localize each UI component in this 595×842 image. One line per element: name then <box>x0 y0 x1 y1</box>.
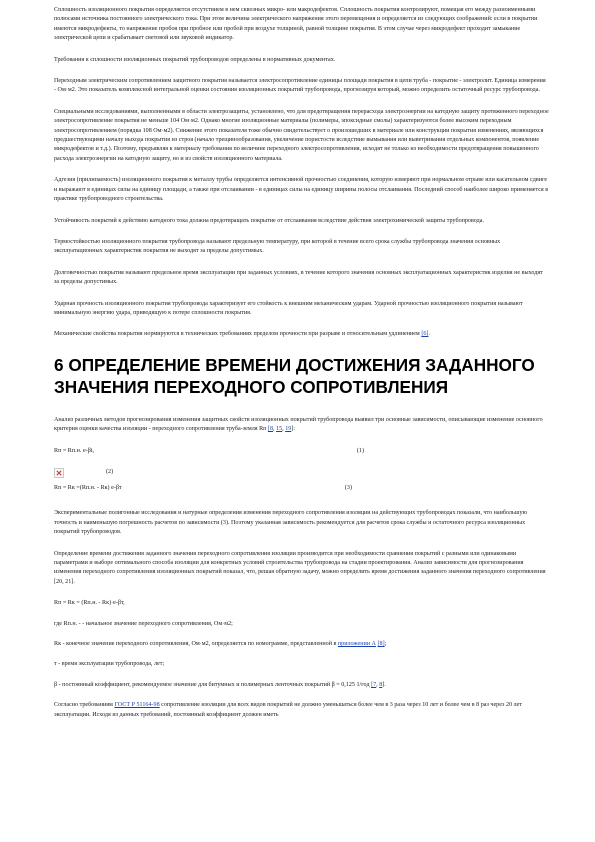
beta-tail: ]. <box>382 681 386 688</box>
formula-1 <box>54 447 364 456</box>
reference-link-19[interactable]: 19 <box>285 426 292 433</box>
mechanical-text: Механические свойства покрытия нормируются в технических требованиях пределом прочности при разрыве и относительным удлинением <box>54 331 422 338</box>
reference-link-8b[interactable]: [8] <box>377 641 385 648</box>
formula-4: Rп = Rк = (Rп.н. - Rк)·e-βт, <box>54 600 125 607</box>
beta-separator: , <box>376 681 380 688</box>
paragraph-adhesion: Адгезия (прилипаемость) изоляционного покрытия к металлу трубы определяется интенсивной прочностью соединения, которую измеряют при нормальном отрыве или касательном сдвиге и выражают в единицах силы на единицу площади, а также при отслаивании - в единицах силы на единицу ширины полосы отслаивания. Последний способ наиболее широко применяется в практике трубопроводного строительства. <box>54 177 549 203</box>
paragraph-gost <box>54 701 549 720</box>
paragraph-mechanical-properties <box>54 330 549 339</box>
paragraph-continuity: Сплошность изоляционного покрытия определяется отсутствием в нем сквозных микро- или макродефектов. Сплошность покрытия контролируют, помещая его между разноименными полюсами источника постоянного электрического тока. При этом величина электрического напряжения этого перемещения и определяется из следующих соображений: если в покрытии имеются микродефекты, то напряжение пробоя при пробное или пробой при воздухе толщиной, равной толщине покрытия. В этом случае через микродефект проходит замыкание электрической цепи и срабатывает световой или звуковой индикатор. <box>54 7 538 42</box>
section-heading: 6 ОПРЕДЕЛЕНИЕ ВРЕМЕНИ ДОСТИЖЕНИЯ ЗАДАННОГО ЗНАЧЕНИЯ ПЕРЕХОДНОГО СОПРОТИВЛЕНИЯ <box>54 354 535 397</box>
paragraph-continuity-requirements: Требования к сплошности изоляционных покрытий трубопроводов определены в нормативных документах. <box>54 56 336 63</box>
reference-link-7[interactable]: [7 <box>371 681 377 688</box>
formula-1-expression: Rп = Rп.н. e-βt, <box>54 447 95 454</box>
beta-text: β - постоянный коэффициент, рекомендуемое значение для битумных и полимерных ленточных покрытий β = 0,125 1/год <box>54 681 372 688</box>
paragraph-cathodic-resistance: Устойчивость покрытий к действию катодного тока должна предотвращать покрытие от отслаивания вследствие действия электрохимической защиты трубопровода. <box>54 217 485 224</box>
definition-operation-time: т - время эксплуатации трубопровода, лет; <box>54 661 165 668</box>
reference-link-6[interactable]: [6] <box>421 331 429 338</box>
definition-initial-resistance: где Rп.н. - - начальное значение переходного сопротивления, Ом·м2; <box>54 620 233 627</box>
paragraph-time-determination: Определение времени достижения заданного значения переходного сопротивления изоляции производится при необходимости сравнения покрытий с разными или одинаковыми параметрами и выборе оптимального способа изоляции для конкретных условий строительства трубопровода на стадии проектирования. Анализ зависимости для прогнозирования изменения переходного сопротивления изоляционных покрытий показал, что, решая обратную задачу, можно определить время достижения заданного значения переходного сопротивления [20, 21]. <box>54 550 546 585</box>
paragraph-heat-resistance: Термостойкостью изоляционного покрытия трубопровода называют предельную температуру, при которой в течение всего срока службы трубопровода значения основных эксплуатационных характеристик покрытия не выходят за пределы допустимых. <box>54 238 501 255</box>
paragraph-transition-resistance: Переходным электрическим сопротивлением защитного покрытия называется электросопротивление единицы площади покрытия в цепи труба - покрытие - электролит. Единица измерения - Ом·м2. Это показатель комплексной интегральной оценки состояния изоляционных покрытий трубопровода, прогнозируя который, можно определить остаточный ресурс трубопровода. <box>54 78 546 94</box>
reference-link-15[interactable]: 15 <box>276 426 283 433</box>
gost-prefix: Согласно требованиям <box>54 702 115 709</box>
formula-3-expression: Rп = Rк =(Rп.н. - Rк) e-βт <box>54 484 122 491</box>
gost-text: сопротивление изоляции для всех видов покрытий не должно уменьшаться более чем в 3 раза через 10 лет и более чем в 8 раз через 20 лет эксплуатации. Исходя из данных требований, постоянный коэффициент должен иметь <box>54 702 522 718</box>
paragraph-experiments: Экспериментальные полигонные исследования и натурные определения изменения переходного сопротивления изоляции на действующих трубопроводах показали, что наибольшую точность и наименьшую погрешность расчетов по зависимости (3). Поэтому указанная зависимость рекомендуется для расчетов срока службы и остаточного ресурса изоляционных покрытий трубопроводов. <box>54 510 528 536</box>
definition-final-resistance <box>54 640 549 649</box>
gost-link[interactable]: ГОСТ Р 51164-98 <box>114 702 160 709</box>
paragraph-impact-strength: Ударная прочность изоляционного покрытия трубопровода характеризует его стойкость к внешним механическим ударам. Ударной прочностью изоляционного покрытия называют минимальную энергию удара, приводящую к потере сплошности покрытия. <box>54 300 523 316</box>
reference-link-8[interactable]: [8 <box>267 426 273 433</box>
paragraph-durability: Долговечностью покрытия называют предельное время эксплуатации при заданных условиях, в течение которого значения основных эксплуатационных характеристик изделия не выходят за пределы допустимых. <box>54 269 543 286</box>
mechanical-tail: . <box>428 331 430 338</box>
definition-beta <box>54 681 549 690</box>
paragraph-analysis <box>54 416 549 435</box>
final-resistance-tail: ; <box>384 641 387 648</box>
formula-2 <box>54 468 234 478</box>
formula-3 <box>54 484 352 493</box>
appendix-a-link[interactable]: приложении А <box>337 641 376 648</box>
reference-link-8c[interactable]: 8 <box>379 681 383 688</box>
paragraph-electroprotection: Специальными исследованиями, выполненными в области электрозащиты, установлено, что для предотвращения перерасхода электроэнергии на катодную защиту протяженного переходное электросопротивление покрытия не меньше 104 Ом·м2. Однако многие изоляционные материалы (полимеры, эпоксидные смолы) характеризуются более высоким переходным электросопротивлением (порядка 108 Ом·м2). Снижение этого показателя тоже обычно свидетельствует о произошедших в материале или конструкции покрытия изменениях, являющихся предшествующими началу выхода покрытия из строя (начало трещинообразования, увеличение пористости вследствие вымывания или выветривания отдельных компонентов, появление микродефектов и т.д.). Поэтому, предъявляя к материалу требования по величине переходного электросопротивления, исходят не только из необходимости предотвращения повышенного расхода электроэнергии на катодную защиту, но и из свойств изоляционного материала. <box>54 108 549 162</box>
analysis-separator: , <box>282 426 286 433</box>
broken-image-icon <box>54 468 64 478</box>
analysis-tail: ]: <box>291 426 296 433</box>
formula-2-number: (2) <box>106 469 114 476</box>
final-resistance-text: Rк - конечное значение переходного сопротивления, Ом·м2, определяется по номограмме, представленной в <box>54 641 338 648</box>
formula-1-number: (1) <box>356 447 364 454</box>
formula-3-number: (3) <box>344 484 352 491</box>
analysis-text: Анализ различных методов прогнозирования изменения защитных свойств изоляционных покрытий трубопровода выявил три основные зависимости, описывающие изменение основного критерия оценки качества изоляции - переходного сопротивления труба-земля Rп <box>54 416 543 433</box>
analysis-separator: , <box>273 426 277 433</box>
